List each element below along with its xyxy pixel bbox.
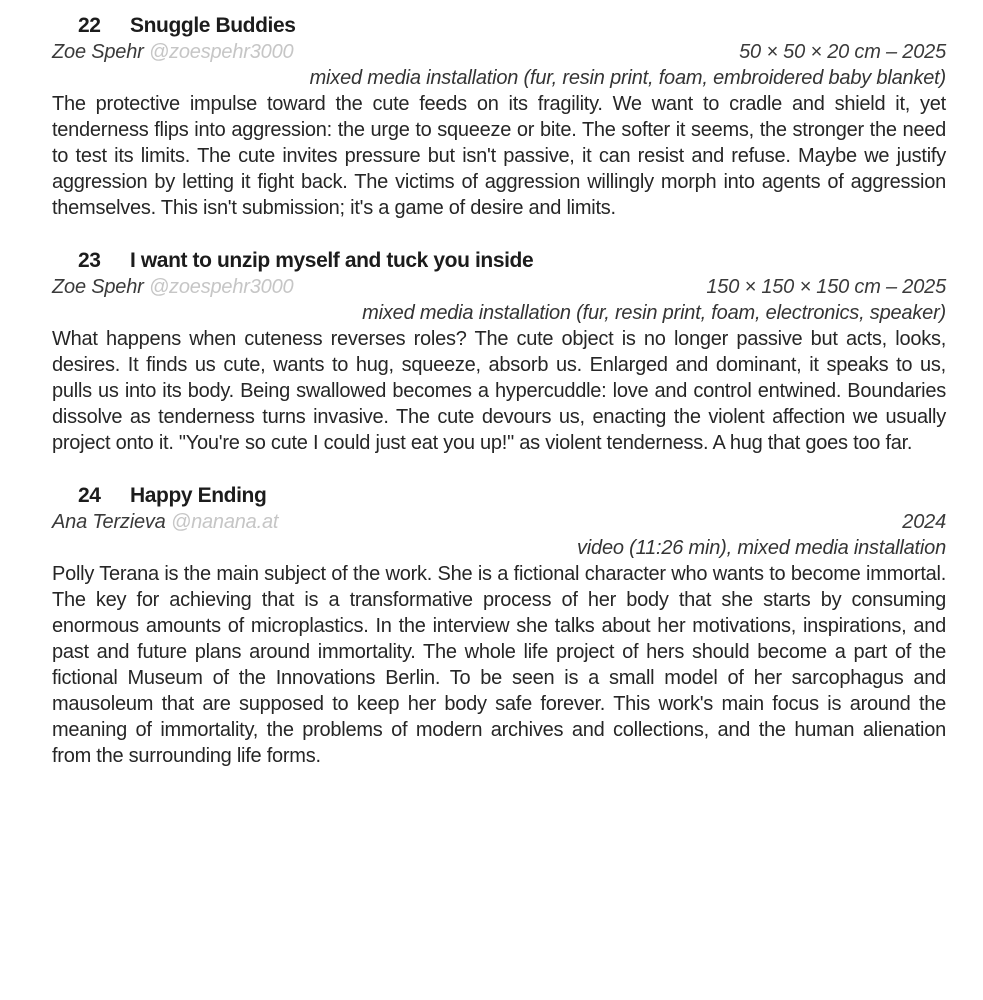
entry-medium: video (11:26 min), mixed media installation [577,537,946,559]
entry-title: I want to unzip myself and tuck you inside [130,249,534,272]
entry-dimensions-year: 50 × 50 × 20 cm – 2025 [739,41,946,63]
entry-dimensions-year: 2024 [902,511,946,533]
entry-description: Polly Terana is the main subject of the work. She is a fictional character who wants to become immortal. The key for achieving that is a transformative process of her body that she starts by consuming enormous amounts of microplastics. In the interview she talks about her motivations, inspirations, and past and future plans around immortality. The whole life project of hers should become a part of the fictional Museum of the Innovations Berlin. To be seen is a small model of her sarcophagus and mausoleum that are supposed to keep her body safe forever. This work's main focus is around the meaning of immortality, the problems of modern archives and collections, and the human alienation from the surrounding life forms. [52,563,946,767]
entry-meta-row [52,509,946,535]
artist-handle: @zoespehr3000 [148,41,294,63]
artist-name: Ana Terzieva [52,511,166,533]
entry-dimensions-year: 150 × 150 × 150 cm – 2025 [706,276,946,298]
entry-description: The protective impulse toward the cute feeds on its fragility. We want to cradle and shield it, yet tenderness flips into aggression: the urge to squeeze or bite. The softer it seems, the stronger the need to test its limits. The cute invites pressure but isn't passive, it can resist and refuse. Maybe we justify aggression by letting it fight back. The victims of aggression willingly morph into agents of aggression themselves. This isn't submission; it's a game of desire and limits. [52,93,946,219]
entry-number: 24 [78,484,101,507]
artwork-entry-24 [52,483,946,769]
entry-description: What happens when cuteness reverses roles? The cute object is no longer passive but acts, looks, desires. It finds us cute, wants to hug, squeeze, absorb us. Enlarged and dominant, it speaks to us, pulls us into its body. Being swallowed becomes a hypercuddle: love and control entwined. Boundaries dissolve as tenderness turns invasive. The cute devours us, enacting the violent affection we usually project onto it. "You're so cute I could just eat you up!" as violent tenderness. A hug that goes too far. [52,328,946,454]
artist-line [52,39,293,65]
entry-meta-row [52,39,946,65]
entry-number: 23 [78,249,101,272]
artist-line [52,509,278,535]
entry-number: 22 [78,14,101,37]
entry-title: Happy Ending [130,484,267,507]
entry-medium: mixed media installation (fur, resin print, foam, electronics, speaker) [362,302,946,324]
entry-title-row [52,483,946,509]
artist-handle: @zoespehr3000 [148,276,294,298]
entry-meta-row [52,274,946,300]
entry-title-row [52,248,946,274]
artist-line [52,274,293,300]
artist-handle: @nanana.at [170,511,279,533]
entry-medium: mixed media installation (fur, resin print, foam, embroidered baby blanket) [309,67,946,89]
entry-title-row [52,13,946,39]
artwork-entry-22 [52,13,946,221]
artist-name: Zoe Spehr [52,276,144,298]
artist-name: Zoe Spehr [52,41,144,63]
artwork-entry-23 [52,248,946,456]
entry-title: Snuggle Buddies [130,14,296,37]
